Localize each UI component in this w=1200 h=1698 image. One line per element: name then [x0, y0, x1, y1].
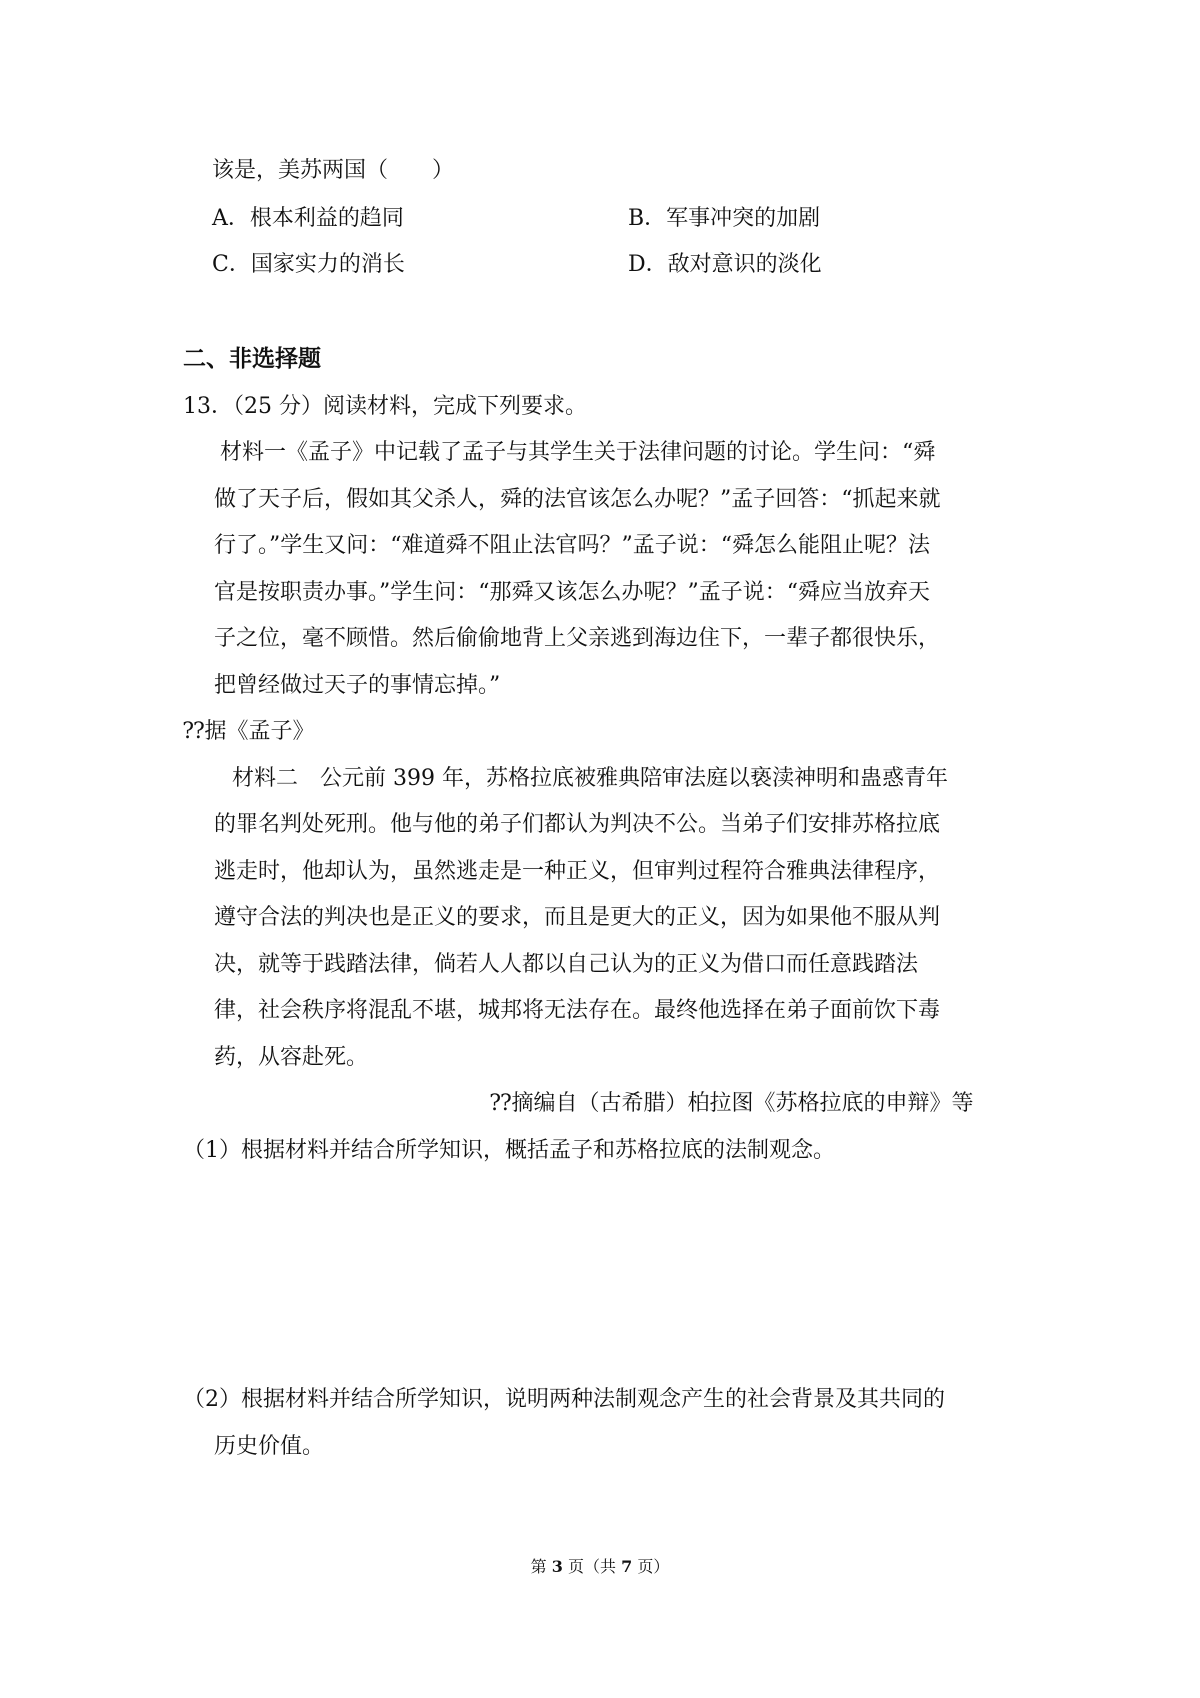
- material2-source: ⁇摘编自（古希腊）柏拉图《苏格拉底的申辩》等: [490, 1091, 974, 1116]
- question-13-header: 13．（25 分）阅读材料，完成下列要求。: [183, 394, 587, 419]
- material2-line: 遵守合法的判决也是正义的要求，而且是更大的正义，因为如果他不服从判: [214, 905, 941, 930]
- option-a: [212, 204, 404, 234]
- material1-line: 官是按职责办事。”学生问：“那舜又该怎么办呢？”孟子说：“舜应当放弃天: [214, 580, 930, 605]
- page-number: 3: [551, 1557, 563, 1576]
- footer-prefix: 第: [530, 1557, 552, 1576]
- page-footer: [0, 1556, 1200, 1578]
- sub-question-1: （1）根据材料并结合所学知识，概括孟子和苏格拉底的法制观念。: [183, 1138, 835, 1163]
- material2-line: 律，社会秩序将混乱不堪，城邦将无法存在。最终他选择在弟子面前饮下毒: [214, 998, 941, 1023]
- option-text: 国家实力的消长: [250, 252, 405, 277]
- material2-line: 材料二 公元前 399 年，苏格拉底被雅典陪审法庭以亵渎神明和蛊惑青年: [232, 766, 948, 791]
- option-label: D．: [628, 252, 668, 277]
- material1-line: 行了。”学生又问：“难道舜不阻止法官吗？”孟子说：“舜怎么能阻止呢？法: [214, 533, 930, 558]
- material1-line: 把曾经做过天子的事情忘掉。”: [214, 673, 501, 698]
- option-c: [212, 250, 405, 280]
- option-label: B．: [628, 206, 667, 231]
- material1-line: 材料一《孟子》中记载了孟子与其学生关于法律问题的讨论。学生问：“舜: [220, 440, 936, 465]
- material1-line: 子之位，毫不顾惜。然后偷偷地背上父亲逃到海边住下，一辈子都很快乐，: [214, 626, 941, 651]
- section-title: 二、非选择题: [183, 345, 321, 372]
- option-label: A．: [212, 206, 250, 231]
- sub-question-2-line: 历史价值。: [214, 1434, 325, 1459]
- material2-line: 药，从容赴死。: [214, 1045, 369, 1070]
- option-text: 军事冲突的加剧: [666, 206, 821, 231]
- material2-line: 的罪名判处死刑。他与他的弟子们都认为判决不公。当弟子们安排苏格拉底: [214, 812, 941, 837]
- material1-line: 做了天子后，假如其父杀人，舜的法官该怎么办呢？”孟子回答：“抓起来就: [214, 487, 941, 512]
- option-b: [628, 204, 820, 234]
- footer-middle: 页（共: [562, 1557, 622, 1576]
- material1-source: ⁇据《孟子》: [183, 719, 315, 744]
- option-d: [628, 250, 822, 280]
- option-text: 根本利益的趋同: [249, 206, 404, 231]
- sub-question-2-line: （2）根据材料并结合所学知识，说明两种法制观念产生的社会背景及其共同的: [183, 1387, 945, 1412]
- question-12-stem-tail: 该是，美苏两国（ ）: [212, 158, 455, 183]
- material2-line: 逃走时，他却认为，虽然逃走是一种正义，但审判过程符合雅典法律程序，: [214, 859, 941, 884]
- page-total: 7: [621, 1557, 633, 1576]
- footer-suffix: 页）: [632, 1557, 670, 1576]
- option-label: C．: [212, 252, 251, 277]
- material2-line: 决，就等于践踏法律，倘若人人都以自己认为的正义为借口而任意践踏法: [214, 952, 919, 977]
- option-text: 敌对意识的淡化: [667, 252, 822, 277]
